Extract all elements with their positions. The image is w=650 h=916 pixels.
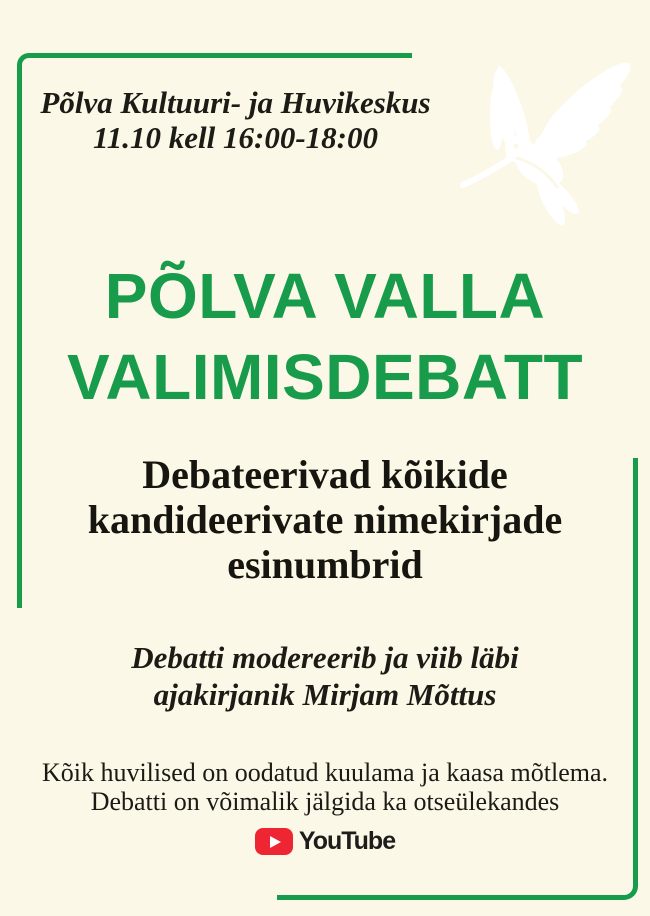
invitation-text	[0, 758, 650, 817]
moderator-info	[0, 640, 650, 713]
debate-description-line3: esinumbrid	[227, 542, 423, 588]
invitation-line2: Debatti on võimalik jälgida ka otseülekandes	[90, 787, 560, 817]
main-title-line1: PÕLVA VALLA	[104, 260, 546, 332]
invitation-line1: Kõik huvilised on oodatud kuulama ja kaasa mõtlema.	[41, 758, 609, 787]
youtube-logo	[0, 827, 650, 856]
debate-description-line2: kandideerivate nimekirjade	[87, 497, 563, 543]
venue-line: Põlva Kultuuri- ja Huvikeskus	[40, 85, 431, 120]
youtube-play-icon	[255, 828, 293, 855]
main-title	[0, 256, 650, 419]
moderator-line2: ajakirjanik Mirjam Mõttus	[153, 676, 497, 712]
hummingbird-icon	[455, 60, 645, 230]
debate-description	[0, 452, 650, 588]
venue-and-time	[28, 86, 443, 155]
moderator-line1: Debatti modereerib ja viib läbi	[131, 640, 519, 675]
main-title-line2: VALIMISDEBATT	[66, 341, 584, 414]
debate-description-line1: Debateerivad kõikide	[142, 452, 508, 497]
datetime-line: 11.10 kell 16:00-18:00	[93, 119, 378, 155]
youtube-wordmark: YouTube	[298, 827, 396, 855]
